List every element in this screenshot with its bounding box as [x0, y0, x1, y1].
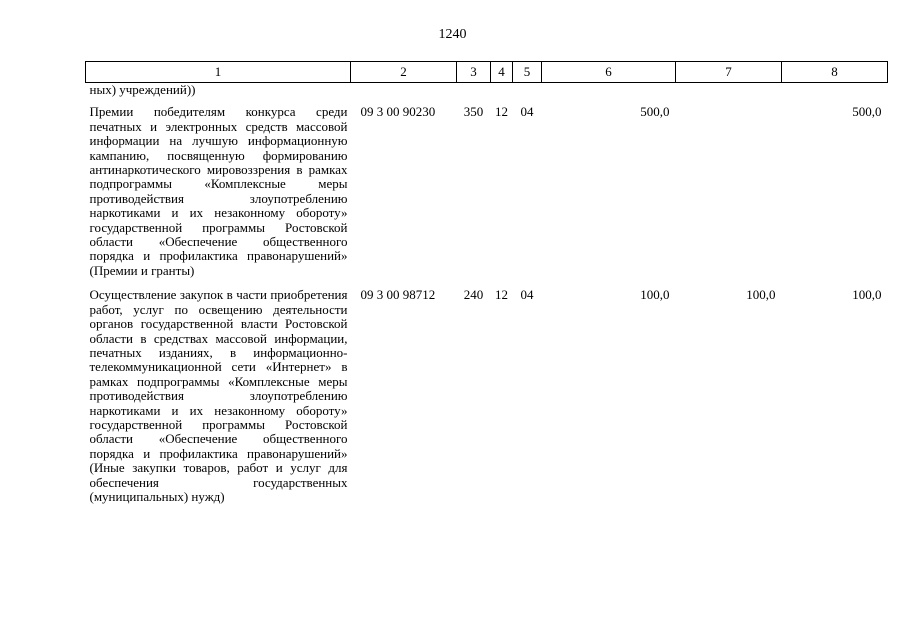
row-amount-col7: 100,0	[746, 287, 776, 303]
row-amount-col8: 500,0	[852, 104, 882, 120]
row-target-code: 09 3 00 98712	[360, 287, 436, 303]
budget-table	[85, 61, 888, 510]
row-amount-col8: 100,0	[852, 287, 882, 303]
header-col-1: 1	[86, 62, 351, 83]
row-subsection: 04	[520, 104, 534, 120]
row-expense-type: 350	[463, 104, 484, 120]
header-col-5: 5	[513, 62, 542, 83]
row-section: 12	[495, 287, 508, 303]
continuation-row	[86, 83, 888, 102]
row-amount-col7	[676, 101, 782, 284]
row-description: Осуществление закупок в части приобретения работ, услуг по освещению деятельности органов государственной власти Ростовской области в средствах массовой информации, печатных изданиях, в информационно-телекоммуникационной сети «Интернет» в рамках подпрограммы «Комплексные меры противодействия злоупотреблению наркотиками и их незаконному обороту» государственной программы Ростовской области «Обеспечение общественного порядка и профилактика правонарушений» (Иные закупки товаров, работ и услуг для обеспечения государственных (муниципальных) нужд)	[89, 287, 348, 504]
continuation-text: ных) учреждений))	[89, 82, 196, 97]
header-col-4: 4	[491, 62, 513, 83]
header-col-6: 6	[542, 62, 676, 83]
header-col-8: 8	[782, 62, 888, 83]
row-expense-type: 240	[463, 287, 484, 303]
table-body	[86, 83, 888, 511]
row-subsection: 04	[520, 287, 534, 303]
table-header	[86, 62, 888, 83]
table-row	[86, 101, 888, 284]
row-amount-col6: 500,0	[640, 104, 670, 120]
row-amount-col6: 100,0	[640, 287, 670, 303]
page-number: 1240	[438, 27, 467, 42]
header-col-7: 7	[676, 62, 782, 83]
header-row	[86, 62, 888, 83]
row-section: 12	[495, 104, 508, 120]
row-target-code: 09 3 00 90230	[360, 104, 436, 120]
header-col-3: 3	[457, 62, 491, 83]
row-description: Премии победителям конкурса среди печатных и электронных средств массовой информации на лучшую информационную кампанию, посвященную формированию антинаркотического мировоззрения в рамках подпрограммы «Комплексные меры противодействия злоупотреблению наркотиками и их незаконному обороту» государственной программы Ростовской области «Обеспечение общественного порядка и профилактика правонарушений» (Премии и гранты)	[89, 104, 348, 278]
table-row	[86, 284, 888, 510]
header-col-2: 2	[351, 62, 457, 83]
